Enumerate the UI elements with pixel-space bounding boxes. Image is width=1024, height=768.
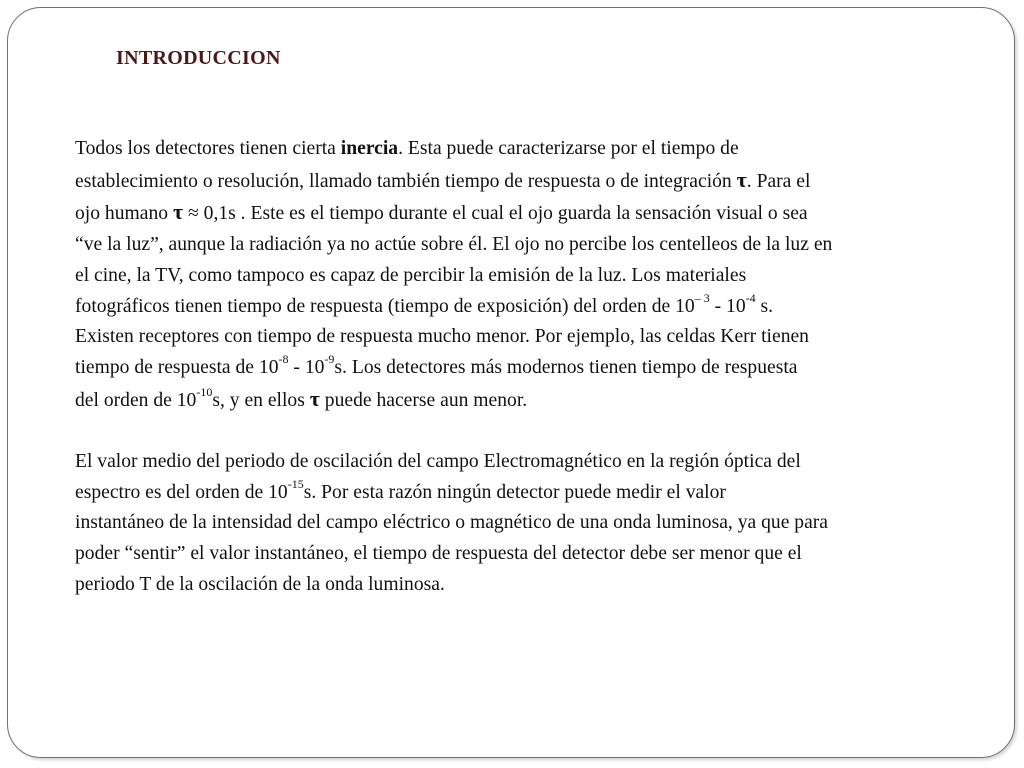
text-segment: s, y en ellos [212,389,310,411]
text-segment: puede hacerse aun menor. [319,389,528,411]
text-segment: tiempo de respuesta de 10 [75,356,279,378]
text-segment: establecimiento o resolución, llamado también tiempo de respuesta o de integración [75,170,737,192]
text-segment: s. [755,295,774,317]
text-segment: . Esta puede caracterizarse por el tiempo de [398,138,739,159]
tau-symbol: τ [736,166,747,192]
text-segment: ≈ 0,1s . Este es el tiempo durante el cual el ojo guarda la sensación visual o sea [183,203,808,225]
text-segment: del orden de 10 [75,389,197,411]
exponent: -9 [324,352,335,367]
slide-body [75,134,970,601]
text-segment: s. Por esta razón ningún detector puede medir el valor [303,481,726,503]
paragraph-spacer [75,416,970,447]
paragraph-1-line-3 [75,197,970,230]
exponent: -15 [287,477,304,492]
paragraph-1-line-9 [75,384,970,417]
exponent: -10 [196,385,213,400]
paragraph-2-line-2 [75,478,970,509]
text-segment: espectro es del orden de 10 [75,481,288,503]
paragraph-1-line-2 [75,165,970,198]
slide-title: INTRODUCCION [116,47,281,69]
tau-symbol: τ [309,385,320,411]
paragraph-1-line-6 [75,292,970,323]
text-segment: - 10 [709,295,746,317]
exponent: – 3 [694,290,710,305]
paragraph-1-line-7: Existen receptores con tiempo de respuesta mucho menor. Por ejemplo, las celdas Kerr tienen [75,326,809,348]
paragraph-2-line-5: periodo T de la oscilación de la onda luminosa. [75,573,445,595]
paragraph-2-line-1: El valor medio del periodo de oscilación del campo Electromagnético en la región óptica del [75,451,801,473]
text-segment: . Para el [746,170,811,192]
paragraph-2-line-4: poder “sentir” el valor instantáneo, el tiempo de respuesta del detector debe ser menor que el [75,543,802,565]
text-segment: - 10 [288,356,325,378]
paragraph-2-line-3: instantáneo de la intensidad del campo eléctrico o magnético de una onda luminosa, ya que para [75,512,829,534]
text-segment: ojo humano [75,203,173,225]
text-segment: fotográficos tienen tiempo de respuesta (tiempo de exposición) del orden de 10 [75,295,695,317]
paragraph-1-line-5: el cine, la TV, como tampoco es capaz de percibir la emisión de la luz. Los materiales [75,264,747,286]
text-segment: s. Los detectores más modernos tienen tiempo de respuesta [334,356,798,378]
exponent: -4 [745,290,756,305]
emphasis-inercia: inercia [340,138,399,159]
paragraph-1-line-8 [75,353,970,384]
paragraph-1-line-4: “ve la luz”, aunque la radiación ya no actúe sobre él. El ojo no percibe los centelleos de la luz en [75,234,833,256]
paragraph-1-line-1 [75,134,970,165]
exponent: -8 [278,352,289,367]
text-segment: Todos los detectores tienen cierta [75,138,341,159]
tau-symbol: τ [172,199,184,225]
